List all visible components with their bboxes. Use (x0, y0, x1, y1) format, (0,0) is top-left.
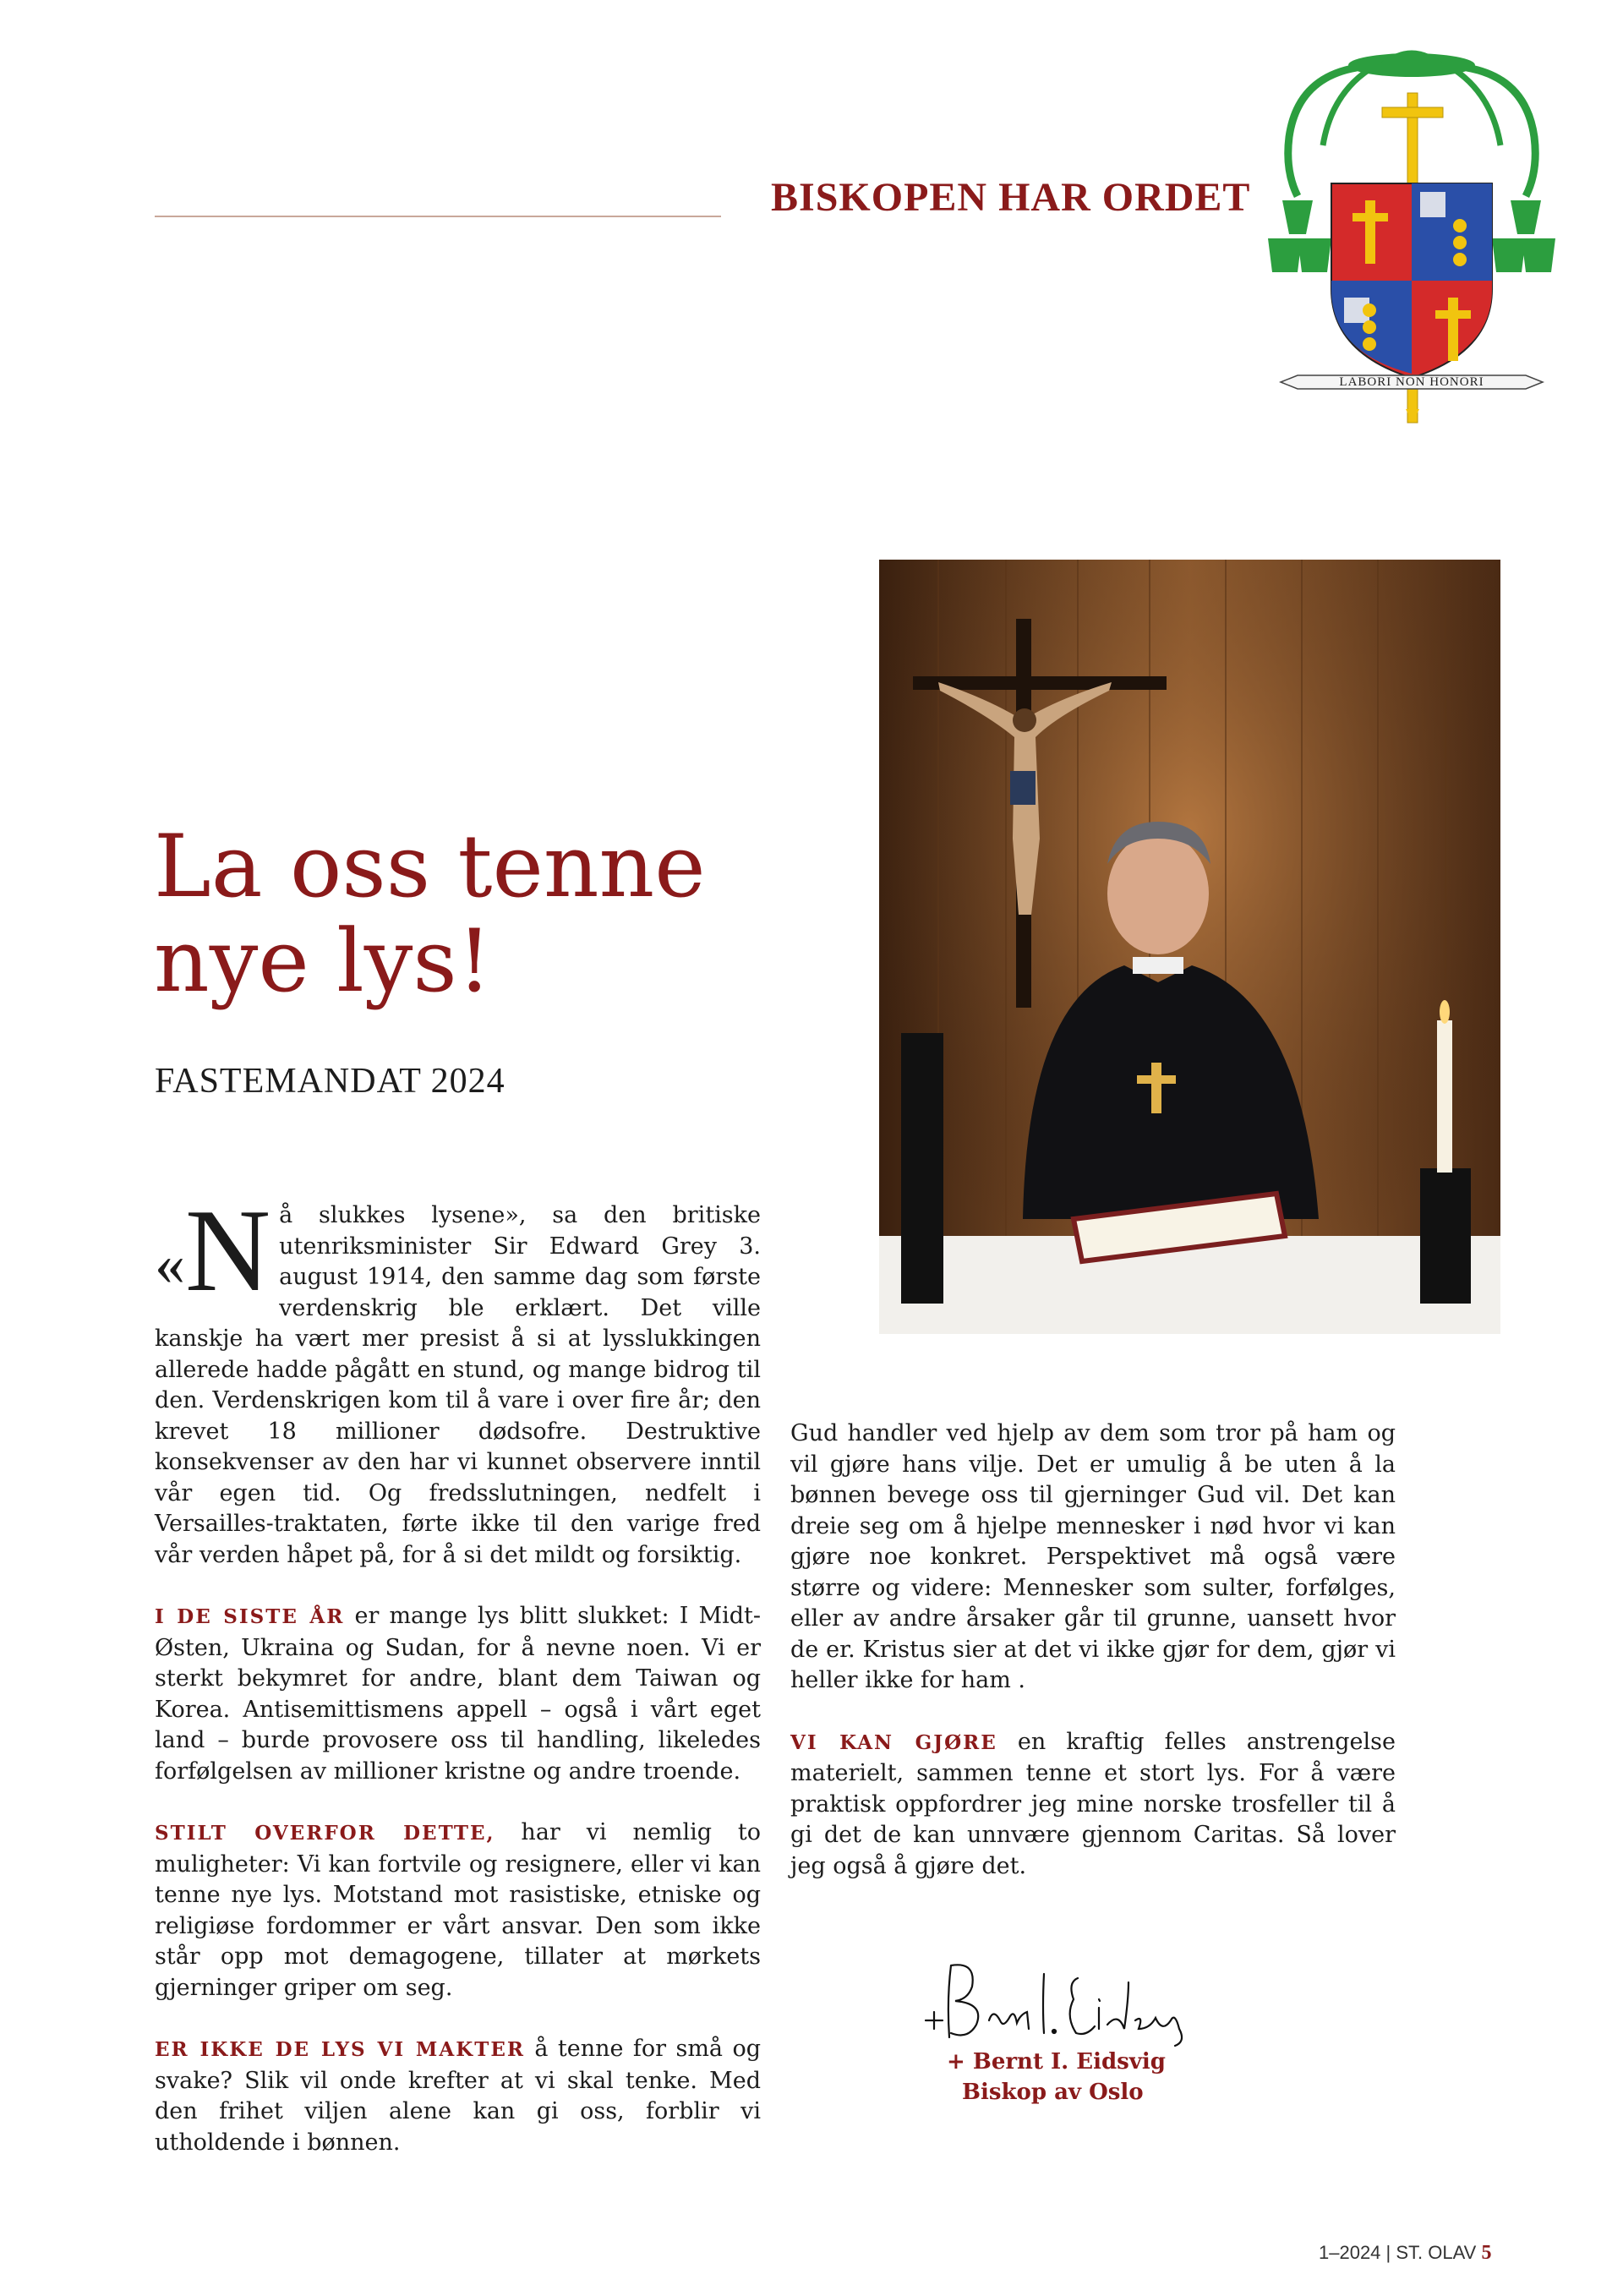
coat-of-arms-icon (1264, 44, 1560, 433)
intro-guillemet: « (155, 1230, 185, 1298)
page-number: 5 (1481, 2242, 1492, 2264)
paragraph-text: en kraftig felles anstrengelse materielt, sammen tenne et stort lys. For å være praktisk oppfordrer jeg mine norske trosfeller til å gi det de kan unnvære gjennom Caritas. Så lover jeg også å gjøre det. (790, 1728, 1396, 1879)
paragraph-2 (155, 1601, 761, 1787)
header-rule (155, 216, 721, 217)
article-title: La oss tenne nye lys! (154, 817, 706, 1012)
paragraph-5 (790, 1419, 1396, 1697)
page-footer (1319, 2242, 1491, 2265)
paragraph-4 (155, 2034, 761, 2158)
handwritten-signature (917, 1949, 1205, 2050)
runin-heading: ER IKKE DE LYS VI MAKTER (155, 2038, 525, 2061)
runin-heading: I DE SISTE ÅR (155, 1605, 345, 1628)
motto-text: LABORI NON HONORI (1339, 375, 1484, 389)
signature-name: + Bernt I. Eidsvig (947, 2049, 1166, 2075)
paragraph-text: har vi nemlig to muligheter: Vi kan fortvile og resignere, eller vi kan tenne nye lys. Motstand mot rasistiske, etniske og religiøse fordommer er vårt ansvar. Den som ikke står opp mot demagogene, tillater at mørkets gjerninger griper om seg. (155, 1819, 761, 2001)
dropcap-group (155, 1185, 271, 1316)
paragraph-3 (155, 1818, 761, 2004)
paragraph-text: Gud handler ved hjelp av dem som tror på ham og vil gjøre hans vilje. Det er umulig å be uten å la bønnen bevege oss til gjerninger Gud vil. Det kan dreie seg om å hjelpe mennesker i nød hvor vi kan gjøre noe konkret. Perspektivet må også være større og videre: Mennesker som sulter, forfølges, eller av andre årsaker går til grunne, uansett hvor de er. Kristus sier at det vi ikke gjør for dem, gjør vi heller ikke for ham . (790, 1420, 1396, 1693)
bishop-photo (879, 560, 1500, 1334)
article-subtitle: FASTEMANDAT 2024 (155, 1062, 505, 1101)
left-column (155, 1185, 761, 2189)
issue-label: 1–2024 | ST. OLAV (1319, 2242, 1482, 2263)
runin-heading: VI KAN GJØRE (790, 1730, 997, 1754)
intro-paragraph (155, 1185, 761, 1571)
signature-title: Biskop av Oslo (962, 2080, 1144, 2105)
intro-text: å slukkes lysene», sa den britiske utenriksminister Sir Edward Grey 3. august 1914, den samme dag som første verdenskrig ble erklært. Det ville kanskje ha vært mer presist å si at lysslukkingen allerede hadde pågått en stund, og mange bidrog til den. Verdenskrigen kom til å vare i over fire år; den krevet 18 millioner dødsofre. Destruktive konsekvenser av den har vi kunnet observere inntil vår egen tid. Og fredsslutningen, nedfelt i Versailles-traktaten, førte ikke til den varige fred vår verden håpet på, for å si det mildt og forsiktig. (155, 1202, 761, 1568)
section-label: BISKOPEN HAR ORDET (771, 175, 1251, 220)
dropcap-letter: N (185, 1185, 271, 1316)
right-column (790, 1419, 1396, 1912)
paragraph-text: er mange lys blitt slukket: I Midt-Østen, Ukraina og Sudan, for å nevne noen. Vi er sterkt bekymret for andre, blant dem Taiwan og Korea. Antisemittismens appell – også i vårt eget land – burde provosere oss til handling, likeledes forfølgelsen av millioner kristne og andre troende. (155, 1603, 761, 1785)
paragraph-6 (790, 1727, 1396, 1883)
runin-heading: STILT OVERFOR DETTE, (155, 1822, 495, 1845)
paragraph-text: å tenne for små og svake? Slik vil onde krefter at vi skal tenke. Med den frihet viljen alene kan gi oss, forblir vi utholdende i bønnen. (155, 2036, 761, 2156)
